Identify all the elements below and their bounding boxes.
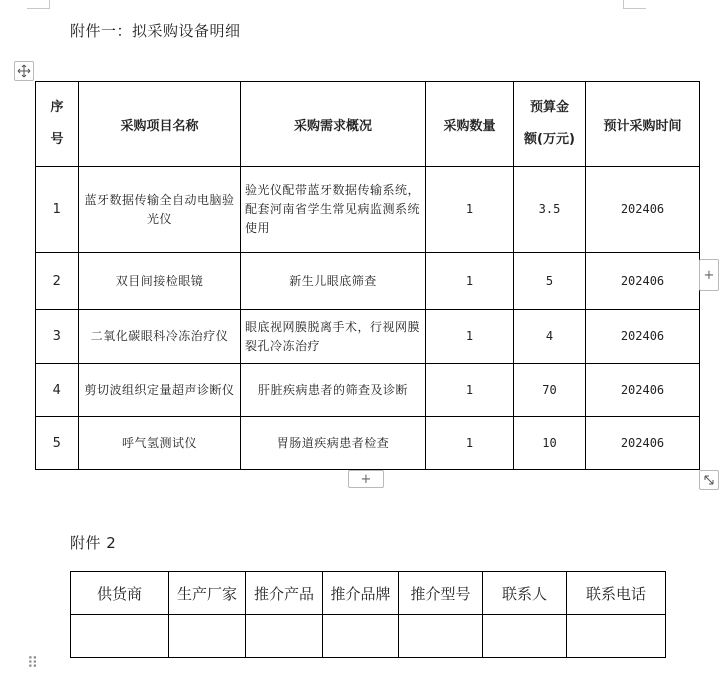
cell-index: 1: [36, 167, 79, 253]
cell-time: 202406: [586, 417, 700, 470]
header-product: 推介产品: [246, 572, 323, 615]
header-desc: 采购需求概况: [241, 82, 426, 167]
empty-cell[interactable]: [483, 615, 567, 658]
cell-budget: 10: [514, 417, 586, 470]
header-model: 推介型号: [399, 572, 483, 615]
cell-time: 202406: [586, 364, 700, 417]
cell-index: 5: [36, 417, 79, 470]
cell-time: 202406: [586, 253, 700, 310]
empty-cell[interactable]: [169, 615, 246, 658]
cell-index: 4: [36, 364, 79, 417]
cell-desc: 新生儿眼底筛查: [241, 253, 426, 310]
cell-name: 二氧化碳眼科冷冻治疗仪: [79, 310, 241, 364]
cell-budget: 70: [514, 364, 586, 417]
header-qty: 采购数量: [426, 82, 514, 167]
table-row: [36, 167, 700, 253]
table-row: [36, 364, 700, 417]
table-header-row: [36, 82, 700, 167]
plus-icon: +: [360, 471, 372, 487]
header-contact: 联系人: [483, 572, 567, 615]
header-budget-line1: 预算金: [529, 100, 569, 115]
cell-budget: 3.5: [514, 167, 586, 253]
cell-qty: 1: [426, 167, 514, 253]
plus-icon: +: [703, 267, 715, 283]
cell-name: 蓝牙数据传输全自动电脑验光仪: [79, 167, 241, 253]
attachment-2-heading: 附件 2: [70, 534, 117, 552]
empty-cell[interactable]: [323, 615, 399, 658]
table-row: [36, 253, 700, 310]
table-row: [36, 417, 700, 470]
cell-qty: 1: [426, 417, 514, 470]
cell-name: 双目间接检眼镜: [79, 253, 241, 310]
empty-cell[interactable]: [246, 615, 323, 658]
add-row-button[interactable]: [348, 470, 384, 488]
header-brand: 推介品牌: [323, 572, 399, 615]
cell-name: 呼气氢测试仪: [79, 417, 241, 470]
cell-name: 剪切波组织定量超声诊断仪: [79, 364, 241, 417]
document-title: 附件一：拟采购设备明细: [70, 22, 241, 40]
page-corner-mark-left: [27, 0, 50, 9]
cell-time: 202406: [586, 310, 700, 364]
header-supplier: 供货商: [71, 572, 169, 615]
table-move-handle[interactable]: [14, 61, 34, 81]
empty-cell[interactable]: [71, 615, 169, 658]
cell-qty: 1: [426, 310, 514, 364]
header-index-line2: 号: [50, 132, 64, 147]
cell-index: 3: [36, 310, 79, 364]
header-time: 预计采购时间: [586, 82, 700, 167]
header-budget-line2: 额(万元): [524, 132, 575, 147]
header-budget: [514, 82, 586, 167]
add-column-button[interactable]: [699, 259, 719, 291]
supplier-table: [70, 571, 666, 658]
cell-budget: 5: [514, 253, 586, 310]
table-row: [36, 310, 700, 364]
header-name: 采购项目名称: [79, 82, 241, 167]
cell-desc: 眼底视网膜脱离手术，行视网膜裂孔冷冻治疗: [241, 310, 426, 364]
cell-qty: 1: [426, 364, 514, 417]
header-phone: 联系电话: [567, 572, 666, 615]
supplier-empty-row: [71, 615, 666, 658]
cell-index: 2: [36, 253, 79, 310]
cell-desc: 验光仪配带蓝牙数据传输系统，配套河南省学生常见病监测系统使用: [241, 167, 426, 253]
empty-cell[interactable]: [567, 615, 666, 658]
equipment-table: [35, 81, 700, 470]
header-index-line1: 序: [50, 100, 64, 115]
resize-diagonal-icon: [703, 474, 715, 486]
supplier-header-row: [71, 572, 666, 615]
drag-dots-icon[interactable]: ⠿: [27, 654, 38, 672]
page-corner-mark-right: [623, 0, 646, 9]
cell-time: 202406: [586, 167, 700, 253]
move-arrows-icon: [17, 64, 31, 78]
header-manufacturer: 生产厂家: [169, 572, 246, 615]
cell-desc: 胃肠道疾病患者检查: [241, 417, 426, 470]
header-index: [36, 82, 79, 167]
cell-qty: 1: [426, 253, 514, 310]
cell-desc: 肝脏疾病患者的筛查及诊断: [241, 364, 426, 417]
table-resize-handle[interactable]: [699, 470, 719, 490]
cell-budget: 4: [514, 310, 586, 364]
empty-cell[interactable]: [399, 615, 483, 658]
